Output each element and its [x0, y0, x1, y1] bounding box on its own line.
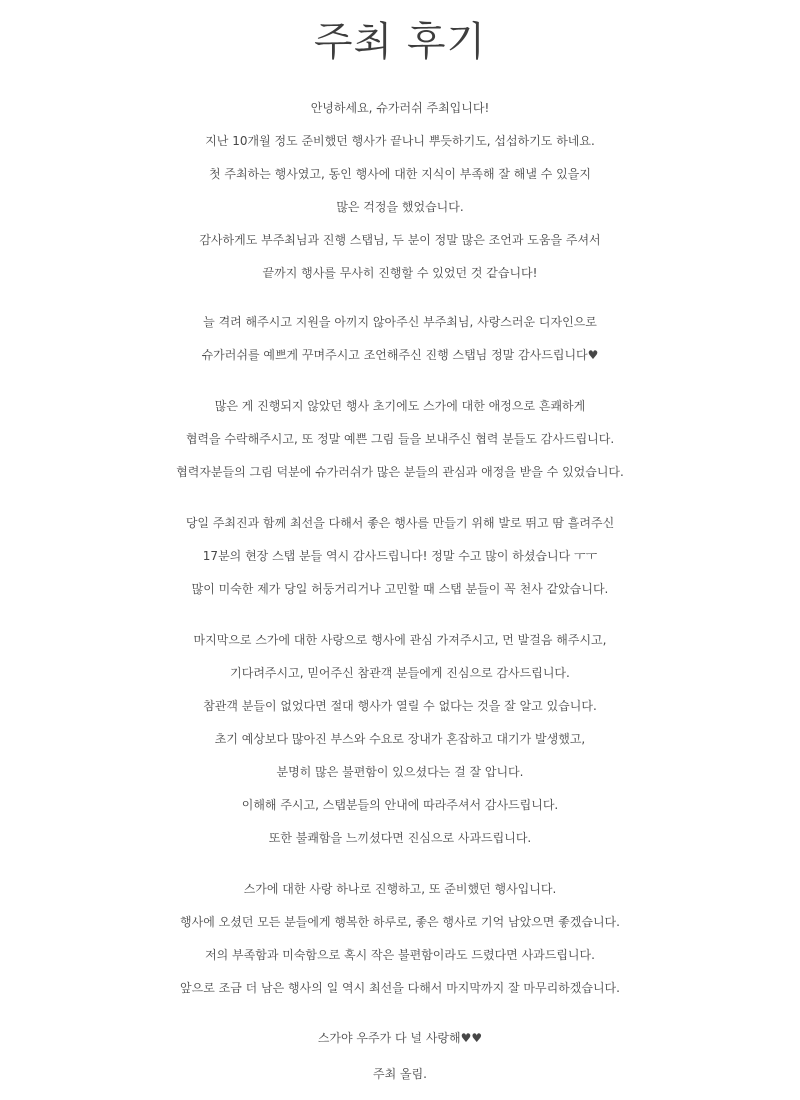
text-line: 슈가러쉬를 예쁘게 꾸며주시고 조언해주신 진행 스탭님 정말 감사드립니다♥: [201, 348, 599, 362]
text-line: 늘 격려 해주시고 지원을 아끼지 않아주신 부주최님, 사랑스러운 디자인으로: [203, 315, 597, 329]
text-line: 초기 예상보다 많아진 부스와 수요로 장내가 혼잡하고 대기가 발생했고,: [214, 732, 586, 746]
text-line: 이해해 주시고, 스탭분들의 안내에 따라주셔서 감사드립니다.: [241, 798, 559, 812]
text-line: 많은 게 진행되지 않았던 행사 초기에도 스가에 대한 애정으로 흔쾌하게: [214, 399, 586, 413]
text-line: 참관객 분들이 없었다면 절대 행사가 열릴 수 없다는 것을 잘 알고 있습니다.: [203, 699, 597, 713]
text-line: 많이 미숙한 제가 당일 허둥거리거나 고민할 때 스탭 분들이 꼭 천사 같았습니다.: [191, 582, 609, 596]
text-line: 분명히 많은 불편함이 있으셨다는 걸 잘 압니다.: [276, 765, 524, 779]
text-line: 협력자분들의 그림 덕분에 슈가러쉬가 많은 분들의 관심과 애정을 받을 수 있었습니다.: [176, 465, 624, 479]
text-line: 17분의 현장 스탭 분들 역시 감사드립니다! 정말 수고 많이 하셨습니다 ㅜㅜ: [202, 549, 598, 563]
text-line: 또한 불쾌함을 느끼셨다면 진심으로 사과드립니다.: [268, 831, 532, 845]
text-line: 행사에 오셨던 모든 분들에게 행복한 하루로, 좋은 행사로 기억 남았으면 좋겠습니다.: [180, 915, 620, 929]
text-line: 감사하게도 부주최님과 진행 스탭님, 두 분이 정말 많은 조언과 도움을 주셔서: [199, 233, 601, 247]
text-line: 끝까지 행사를 무사히 진행할 수 있었던 것 같습니다!: [262, 266, 538, 280]
text-line: 협력을 수락해주시고, 또 정말 예쁜 그림 들을 보내주신 협력 분들도 감사드립니다.: [185, 432, 615, 446]
text-line: 안녕하세요, 슈가러쉬 주최입니다!: [310, 101, 490, 115]
text-line: 저의 부족함과 미숙함으로 혹시 작은 불편함이라도 드렸다면 사과드립니다.: [205, 948, 595, 962]
text-line: 기다려주시고, 믿어주신 참관객 분들에게 진심으로 감사드립니다.: [230, 666, 570, 680]
signature-line: 주최 올림.: [373, 1067, 427, 1081]
text-line: 스가에 대한 사랑 하나로 진행하고, 또 준비했던 행사입니다.: [243, 882, 557, 896]
text-line: 마지막으로 스가에 대한 사랑으로 행사에 관심 가져주시고, 먼 발걸음 해주시고,: [193, 633, 607, 647]
text-line: 당일 주최진과 함께 최선을 다해서 좋은 행사를 만들기 위해 발로 뛰고 땀 흘려주신: [185, 516, 615, 530]
closing-line: 스가야 우주가 다 널 사랑해♥♥: [317, 1031, 483, 1045]
text-line: 첫 주최하는 행사였고, 동인 행사에 대한 지식이 부족해 잘 해낼 수 있을지: [209, 167, 591, 181]
text-line: 앞으로 조금 더 남은 행사의 일 역시 최선을 다해서 마지막까지 잘 마무리하겠습니다.: [180, 981, 620, 995]
page-title: 주최 후기: [313, 19, 487, 65]
text-line: 많은 걱정을 했었습니다.: [336, 200, 464, 214]
text-line: 지난 10개월 정도 준비했던 행사가 끝나니 뿌듯하기도, 섭섭하기도 하네요.: [205, 134, 595, 148]
